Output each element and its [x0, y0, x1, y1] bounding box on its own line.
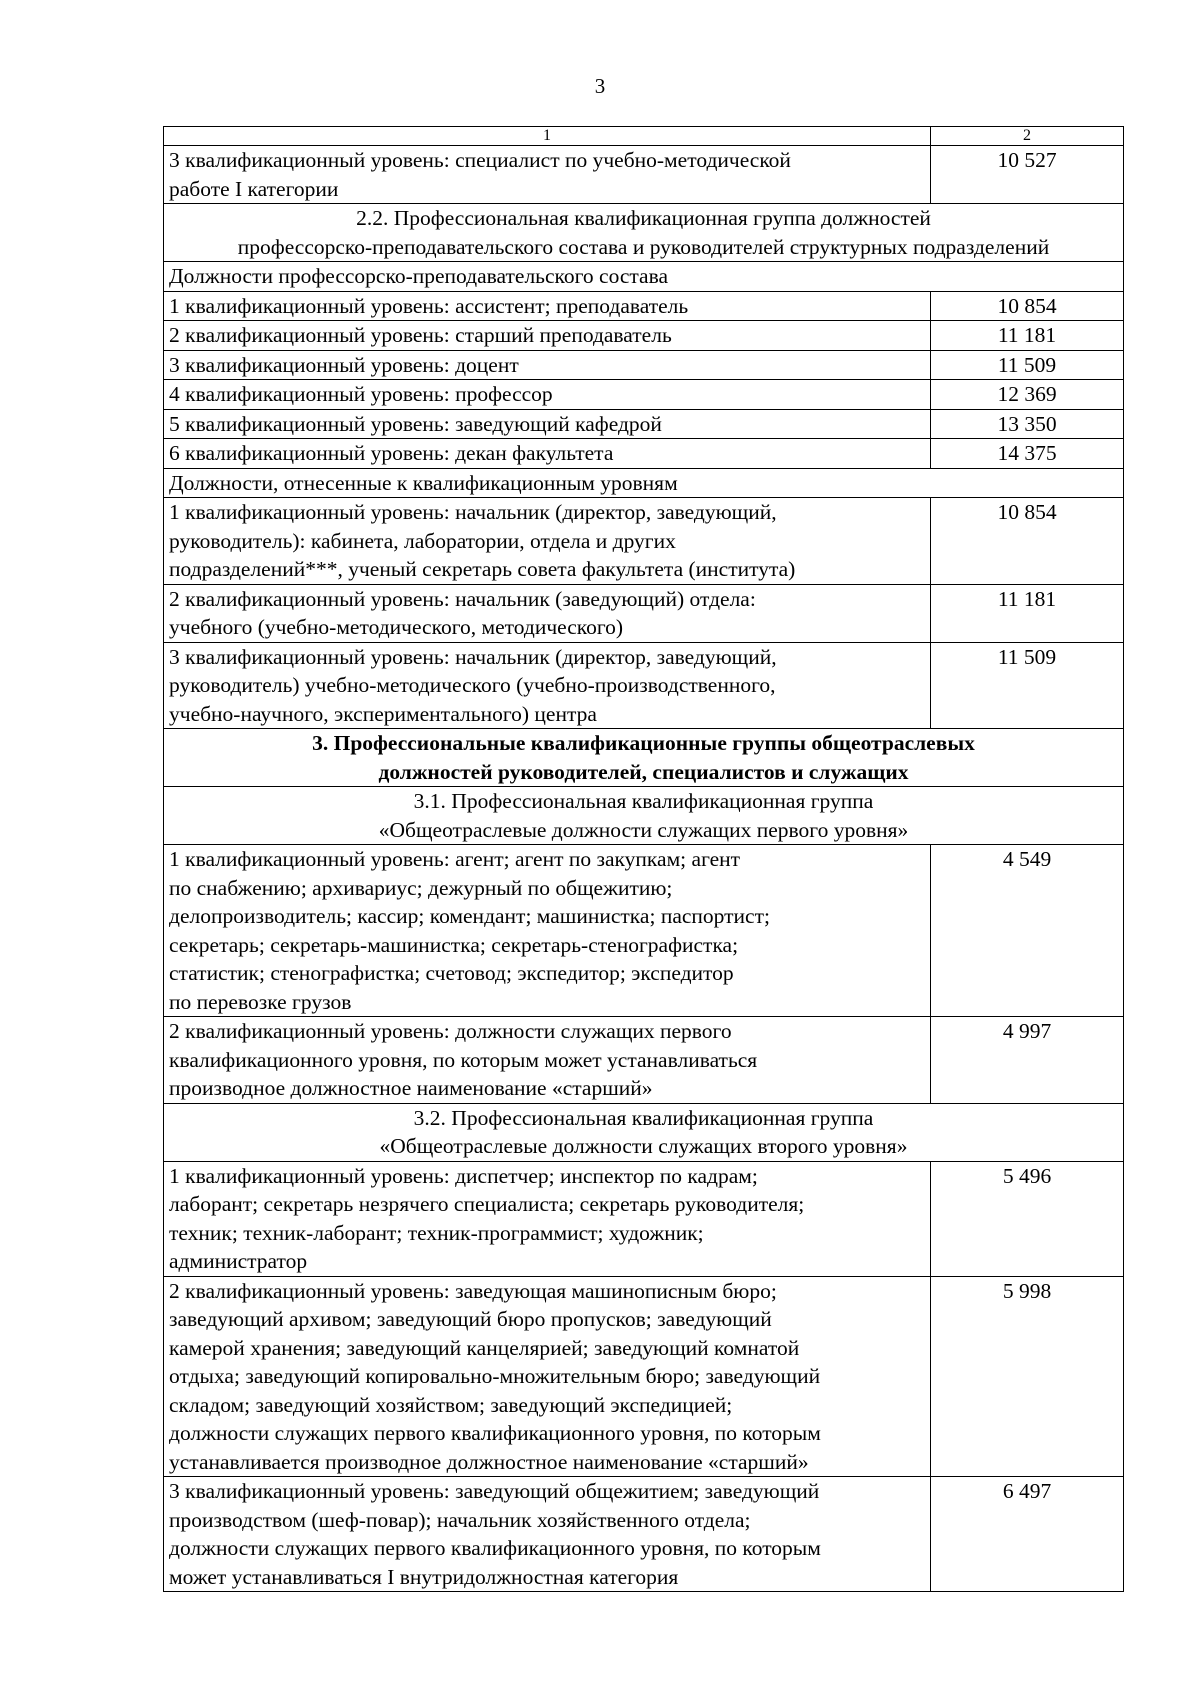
table-row [164, 439, 1124, 469]
subheading-row [164, 468, 1124, 498]
position-text-line: подразделений***, ученый секретарь совета факультета (института) [169, 557, 796, 581]
position-text-line: 3 квалификационный уровень: специалист по учебно-методической [169, 148, 791, 172]
group-heading [164, 204, 1124, 262]
position-text-line: 2 квалификационный уровень: заведующая машинописным бюро; [169, 1278, 777, 1303]
position-text-line: производное должностное наименование «старший» [169, 1076, 653, 1100]
heading-text-line: должностей руководителей, специалистов и служащих [378, 759, 909, 784]
salary-value: 5 998 [931, 1276, 1124, 1477]
position-text-line: 1 квалификационный уровень: агент; агент по закупкам; агент [169, 847, 741, 871]
position-text-line: квалификационного уровня, по которым может устанавливаться [169, 1047, 758, 1072]
position-text-line: 1 квалификационный уровень: диспетчер; инспектор по кадрам; [169, 1163, 758, 1188]
position-text-line: 3 квалификационный уровень: начальник (директор, заведующий, [169, 644, 777, 669]
table-row [164, 498, 1124, 585]
position-text-line: секретарь; секретарь-машинистка; секретарь-стенографистка; [169, 932, 739, 957]
section-heading-row [164, 729, 1124, 787]
salary-value: 5 496 [931, 1161, 1124, 1276]
position-text-line: администратор [169, 1249, 308, 1273]
table-row [164, 146, 1124, 204]
position-cell [164, 146, 931, 204]
table-row [164, 291, 1124, 321]
position-cell [164, 1017, 931, 1104]
table-row [164, 1017, 1124, 1104]
position-text-line: учебно-научного, экспериментального) центра [169, 701, 597, 726]
salary-table [163, 126, 1124, 1592]
group-heading-row [164, 1103, 1124, 1161]
position-cell [164, 498, 931, 585]
salary-value: 4 997 [931, 1017, 1124, 1104]
position-text-line: 5 квалификационный уровень: заведующий кафедрой [169, 411, 662, 436]
position-text-line: лаборант; секретарь незрячего специалиста; секретарь руководителя; [169, 1192, 805, 1216]
group-heading [164, 1103, 1124, 1161]
heading-text-line: «Общеотраслевые должности служащих второго уровня» [379, 1134, 908, 1158]
position-cell [164, 845, 931, 1017]
salary-table-body [164, 127, 1124, 1592]
subheading-row [164, 262, 1124, 292]
position-text-line: руководитель): кабинета, лаборатории, отдела и других [169, 528, 676, 553]
salary-value: 11 509 [931, 350, 1124, 380]
position-text-line: может устанавливаться I внутридолжностная категория [169, 1564, 679, 1589]
position-text-line: работе I категории [169, 176, 339, 201]
salary-value: 10 527 [931, 146, 1124, 204]
group-heading-row [164, 204, 1124, 262]
position-cell [164, 291, 931, 321]
salary-value: 14 375 [931, 439, 1124, 469]
position-text-line: статистик; стенографистка; счетовод; экспедитор; экспедитор [169, 961, 734, 985]
position-text-line: 2 квалификационный уровень: начальник (заведующий) отдела: [169, 586, 756, 611]
heading-text-line: 3.1. Профессиональная квалификационная группа [413, 789, 874, 813]
table-row [164, 642, 1124, 729]
heading-text-line: 3. Профессиональные квалификационные группы общеотраслевых [312, 731, 975, 755]
position-text-line: камерой хранения; заведующий канцелярией; заведующий комнатой [169, 1335, 800, 1360]
salary-value: 10 854 [931, 291, 1124, 321]
position-text-line: руководитель) учебно-методического (учебно-производственного, [169, 673, 776, 697]
position-text-line: 6 квалификационный уровень: декан факультета [169, 441, 614, 465]
position-text-line: делопроизводитель; кассир; комендант; машинистка; паспортист; [169, 904, 770, 928]
position-text-line: заведующий архивом; заведующий бюро пропусков; заведующий [169, 1307, 772, 1331]
position-text-line: 1 квалификационный уровень: начальник (директор, заведующий, [169, 500, 777, 524]
subheading-text: Должности, отнесенные к квалификационным уровням [164, 468, 1124, 498]
position-text-line: по снабжению; архивариус; дежурный по общежитию; [169, 875, 673, 900]
position-text-line: учебного (учебно-методического, методического) [169, 615, 624, 639]
position-text-line: 4 квалификационный уровень: профессор [169, 382, 553, 406]
page-number: 3 [594, 74, 606, 98]
table-row [164, 380, 1124, 410]
heading-text-line: 2.2. Профессиональная квалификационная группа должностей [356, 206, 931, 230]
salary-value: 13 350 [931, 409, 1124, 439]
position-text-line: 2 квалификационный уровень: старший преподаватель [169, 323, 672, 347]
position-text-line: техник; техник-лаборант; техник-программист; художник; [169, 1220, 704, 1245]
position-text-line: по перевозке грузов [169, 989, 352, 1014]
salary-value: 11 181 [931, 584, 1124, 642]
position-cell [164, 1477, 931, 1592]
subheading-text: Должности профессорско-преподавательского состава [164, 262, 1124, 292]
position-cell [164, 439, 931, 469]
heading-text-line: профессорско-преподавательского состава и руководителей структурных подразделений [237, 234, 1050, 259]
position-text-line: складом; заведующий хозяйством; заведующий экспедицией; [169, 1392, 733, 1417]
table-row [164, 1161, 1124, 1276]
heading-text-line: 3.2. Профессиональная квалификационная группа [413, 1105, 874, 1130]
position-cell [164, 642, 931, 729]
salary-value: 4 549 [931, 845, 1124, 1017]
salary-value: 11 509 [931, 642, 1124, 729]
table-row [164, 845, 1124, 1017]
table-row [164, 350, 1124, 380]
heading-text-line: «Общеотраслевые должности служащих первого уровня» [378, 817, 909, 842]
table-row [164, 321, 1124, 351]
table-row [164, 584, 1124, 642]
salary-value: 12 369 [931, 380, 1124, 410]
position-text-line: 3 квалификационный уровень: доцент [169, 352, 519, 377]
position-text-line: 2 квалификационный уровень: должности служащих первого [169, 1019, 732, 1043]
position-cell [164, 584, 931, 642]
position-cell [164, 1161, 931, 1276]
group-heading [164, 787, 1124, 845]
table-row [164, 1477, 1124, 1592]
position-cell [164, 1276, 931, 1477]
position-text-line: отдыха; заведующий копировально-множительным бюро; заведующий [169, 1364, 821, 1388]
salary-value: 6 497 [931, 1477, 1124, 1592]
salary-value: 10 854 [931, 498, 1124, 585]
section-heading [164, 729, 1124, 787]
position-text-line: устанавливается производное должностное наименование «старший» [169, 1449, 809, 1474]
table-row [164, 1276, 1124, 1477]
position-cell [164, 380, 931, 410]
column-header-2: 2 [931, 127, 1124, 146]
position-cell [164, 321, 931, 351]
group-heading-row [164, 787, 1124, 845]
position-text-line: производством (шеф-повар); начальник хозяйственного отдела; [169, 1507, 751, 1532]
column-header-1: 1 [164, 127, 931, 146]
position-cell [164, 409, 931, 439]
position-text-line: 1 квалификационный уровень: ассистент; преподаватель [169, 293, 689, 318]
position-cell [164, 350, 931, 380]
table-row [164, 409, 1124, 439]
salary-value: 11 181 [931, 321, 1124, 351]
position-text-line: должности служащих первого квалификационного уровня, по которым [169, 1536, 821, 1560]
table-header-row [164, 127, 1124, 146]
position-text-line: должности служащих первого квалификационного уровня, по которым [169, 1421, 821, 1445]
position-text-line: 3 квалификационный уровень: заведующий общежитием; заведующий [169, 1479, 820, 1503]
